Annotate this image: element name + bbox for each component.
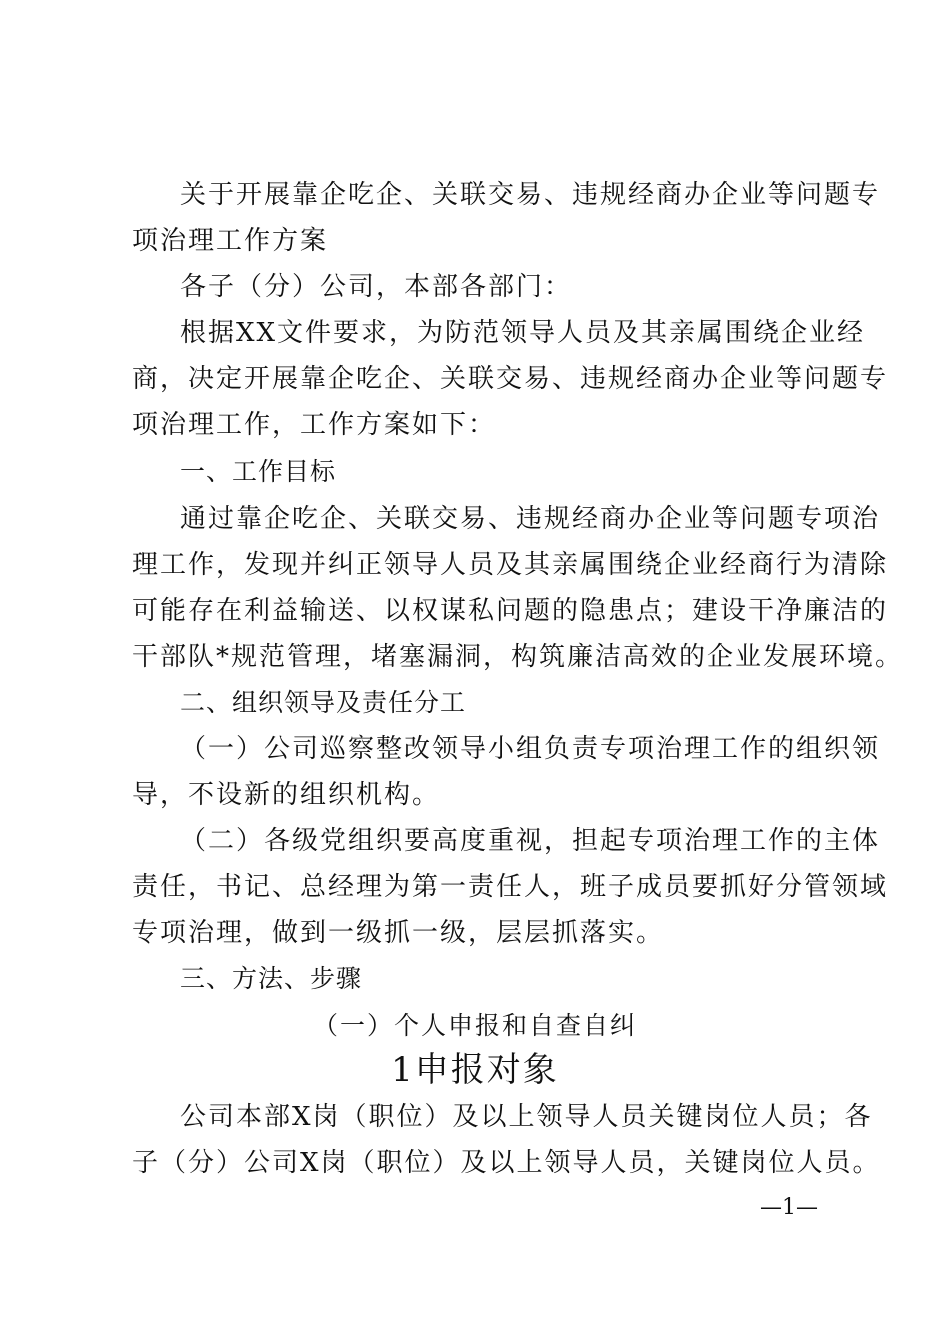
section-2-item-1-line-2: 导，不设新的组织机构。	[132, 780, 441, 810]
section-1-heading: 一、工作目标	[180, 457, 337, 486]
section-1-line-4: 干部队*规范管理，堵塞漏洞，构筑廉洁高效的企业发展环境。	[132, 642, 904, 672]
section-2-item-2-line-2: 责任，书记、总经理为第一责任人，班子成员要抓好分管领域	[132, 872, 889, 902]
section-3-line-2: 子（分）公司X岗（职位）及以上领导人员，关键岗位人员。	[132, 1148, 881, 1178]
salutation: 各子（分）公司，本部各部门：	[180, 272, 573, 302]
section-1-line-3: 可能存在利益输送、以权谋私问题的隐患点；建设干净廉洁的	[132, 596, 889, 626]
section-3-heading: 三、方法、步骤	[180, 964, 363, 993]
title-line-2: 项治理工作方案	[132, 226, 329, 256]
section-2-item-2-line-1: （二）各级党组织要高度重视，担起专项治理工作的主体	[180, 826, 881, 856]
page-number: —1—	[760, 1195, 818, 1220]
intro-line-2: 商，决定开展靠企吃企、关联交易、违规经商办企业等问题专	[132, 364, 889, 394]
section-3-line-1: 公司本部X岗（职位）及以上领导人员关键岗位人员；各	[180, 1102, 873, 1132]
section-1-line-1: 通过靠企吃企、关联交易、违规经商办企业等问题专项治	[180, 504, 881, 534]
section-1-line-2: 理工作，发现并纠正领导人员及其亲属围绕企业经商行为清除	[132, 550, 889, 580]
section-2-item-2-line-3: 专项治理，做到一级抓一级，层层抓落实。	[132, 918, 665, 948]
intro-line-3: 项治理工作，工作方案如下：	[132, 410, 497, 440]
intro-line-1: 根据XX文件要求，为防范领导人员及其亲属围绕企业经	[180, 318, 866, 348]
section-3-subsubheading: 1申报对象	[391, 1050, 559, 1090]
section-2-heading: 二、组织领导及责任分工	[180, 688, 467, 717]
section-3-subheading: （一）个人申报和自查自纠	[312, 1011, 637, 1040]
section-2-item-1-line-1: （一）公司巡察整改领导小组负责专项治理工作的组织领	[180, 734, 881, 764]
title-line-1: 关于开展靠企吃企、关联交易、违规经商办企业等问题专	[180, 180, 881, 210]
